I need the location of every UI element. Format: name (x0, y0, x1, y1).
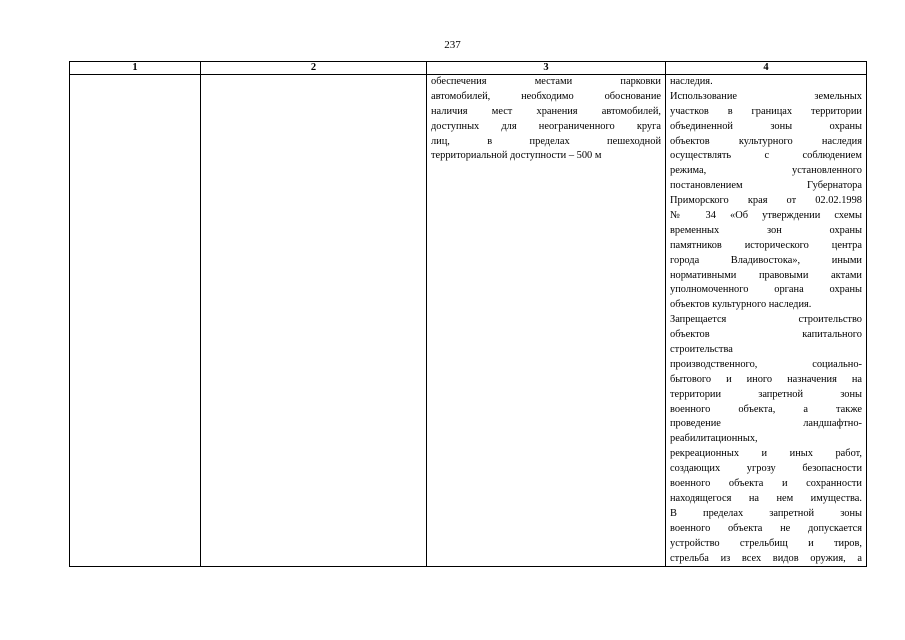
text-line: участков в границах территории (670, 105, 862, 117)
text-line: производственного, социально- (670, 358, 862, 370)
text-line: лиц, в пределах пешеходной (431, 135, 661, 147)
cell-column-1 (70, 75, 201, 567)
text-line: объединенной зоны охраны (670, 120, 862, 132)
text-line: военного объекта и сохранности (670, 478, 862, 490)
text-line: Запрещается строительство (670, 314, 862, 326)
text-line: строительства (670, 344, 733, 356)
text-line: временных зон охраны (670, 224, 862, 236)
text-line: территории запретной зоны (670, 388, 862, 400)
cell-column-2 (201, 75, 427, 567)
text-line: В пределах запретной зоны (670, 507, 862, 519)
text-line: объектов культурного наследия. (670, 299, 812, 311)
cell-column-4 (666, 75, 867, 567)
column-header-2: 2 (201, 62, 427, 75)
column-header-1: 1 (70, 62, 201, 75)
text-line: создающих угрозу безопасности (670, 463, 862, 475)
text-line: осуществлять с соблюдением (670, 150, 862, 162)
text-line: постановлением Губернатора (670, 180, 862, 192)
column-header-3: 3 (427, 62, 666, 75)
text-line: бытового и иного назначения на (670, 373, 862, 385)
text-line: наследия. (670, 76, 713, 87)
text-line: рекреационных и иных работ, (670, 448, 862, 460)
text-line: доступных для неограниченного круга (431, 120, 661, 132)
text-line: автомобилей, необходимо обоснование (431, 90, 661, 102)
text-line: города Владивостока», иными (670, 254, 862, 266)
text-line: проведение ландшафтно- (670, 418, 862, 430)
text-line: Приморского края от 02.02.1998 (670, 195, 862, 207)
text-line: памятников исторического центра (670, 239, 862, 251)
text-line: военного объекта, а также (670, 403, 862, 415)
text-line: обеспечения местами парковки (431, 76, 661, 87)
text-line: находящегося на нем имущества. (670, 492, 862, 504)
text-line: объектов культурного наследия (670, 135, 862, 147)
text-line: наличия мест хранения автомобилей, (431, 105, 661, 117)
table-row (70, 75, 867, 567)
text-line: режима, установленного (670, 165, 862, 177)
text-line: стрельба из всех видов оружия, а (670, 552, 862, 564)
text-line: территориальной доступности – 500 м (431, 150, 602, 162)
text-line: нормативными правовыми актами (670, 269, 862, 281)
text-line: Использование земельных (670, 90, 862, 102)
cell-column-3 (427, 75, 666, 567)
text-line: объектов капитального (670, 329, 862, 341)
column-header-4: 4 (666, 62, 867, 75)
document-table (69, 61, 867, 567)
text-line: устройство стрельбищ и тиров, (670, 537, 862, 549)
page-number: 237 (444, 39, 461, 51)
text-line: № 34 «Об утверждении схемы (670, 210, 862, 222)
text-line: реабилитационных, (670, 433, 758, 445)
text-line: военного объекта не допускается (670, 522, 862, 534)
table-header-row (70, 62, 867, 75)
text-line: уполномоченного органа охраны (670, 284, 862, 296)
